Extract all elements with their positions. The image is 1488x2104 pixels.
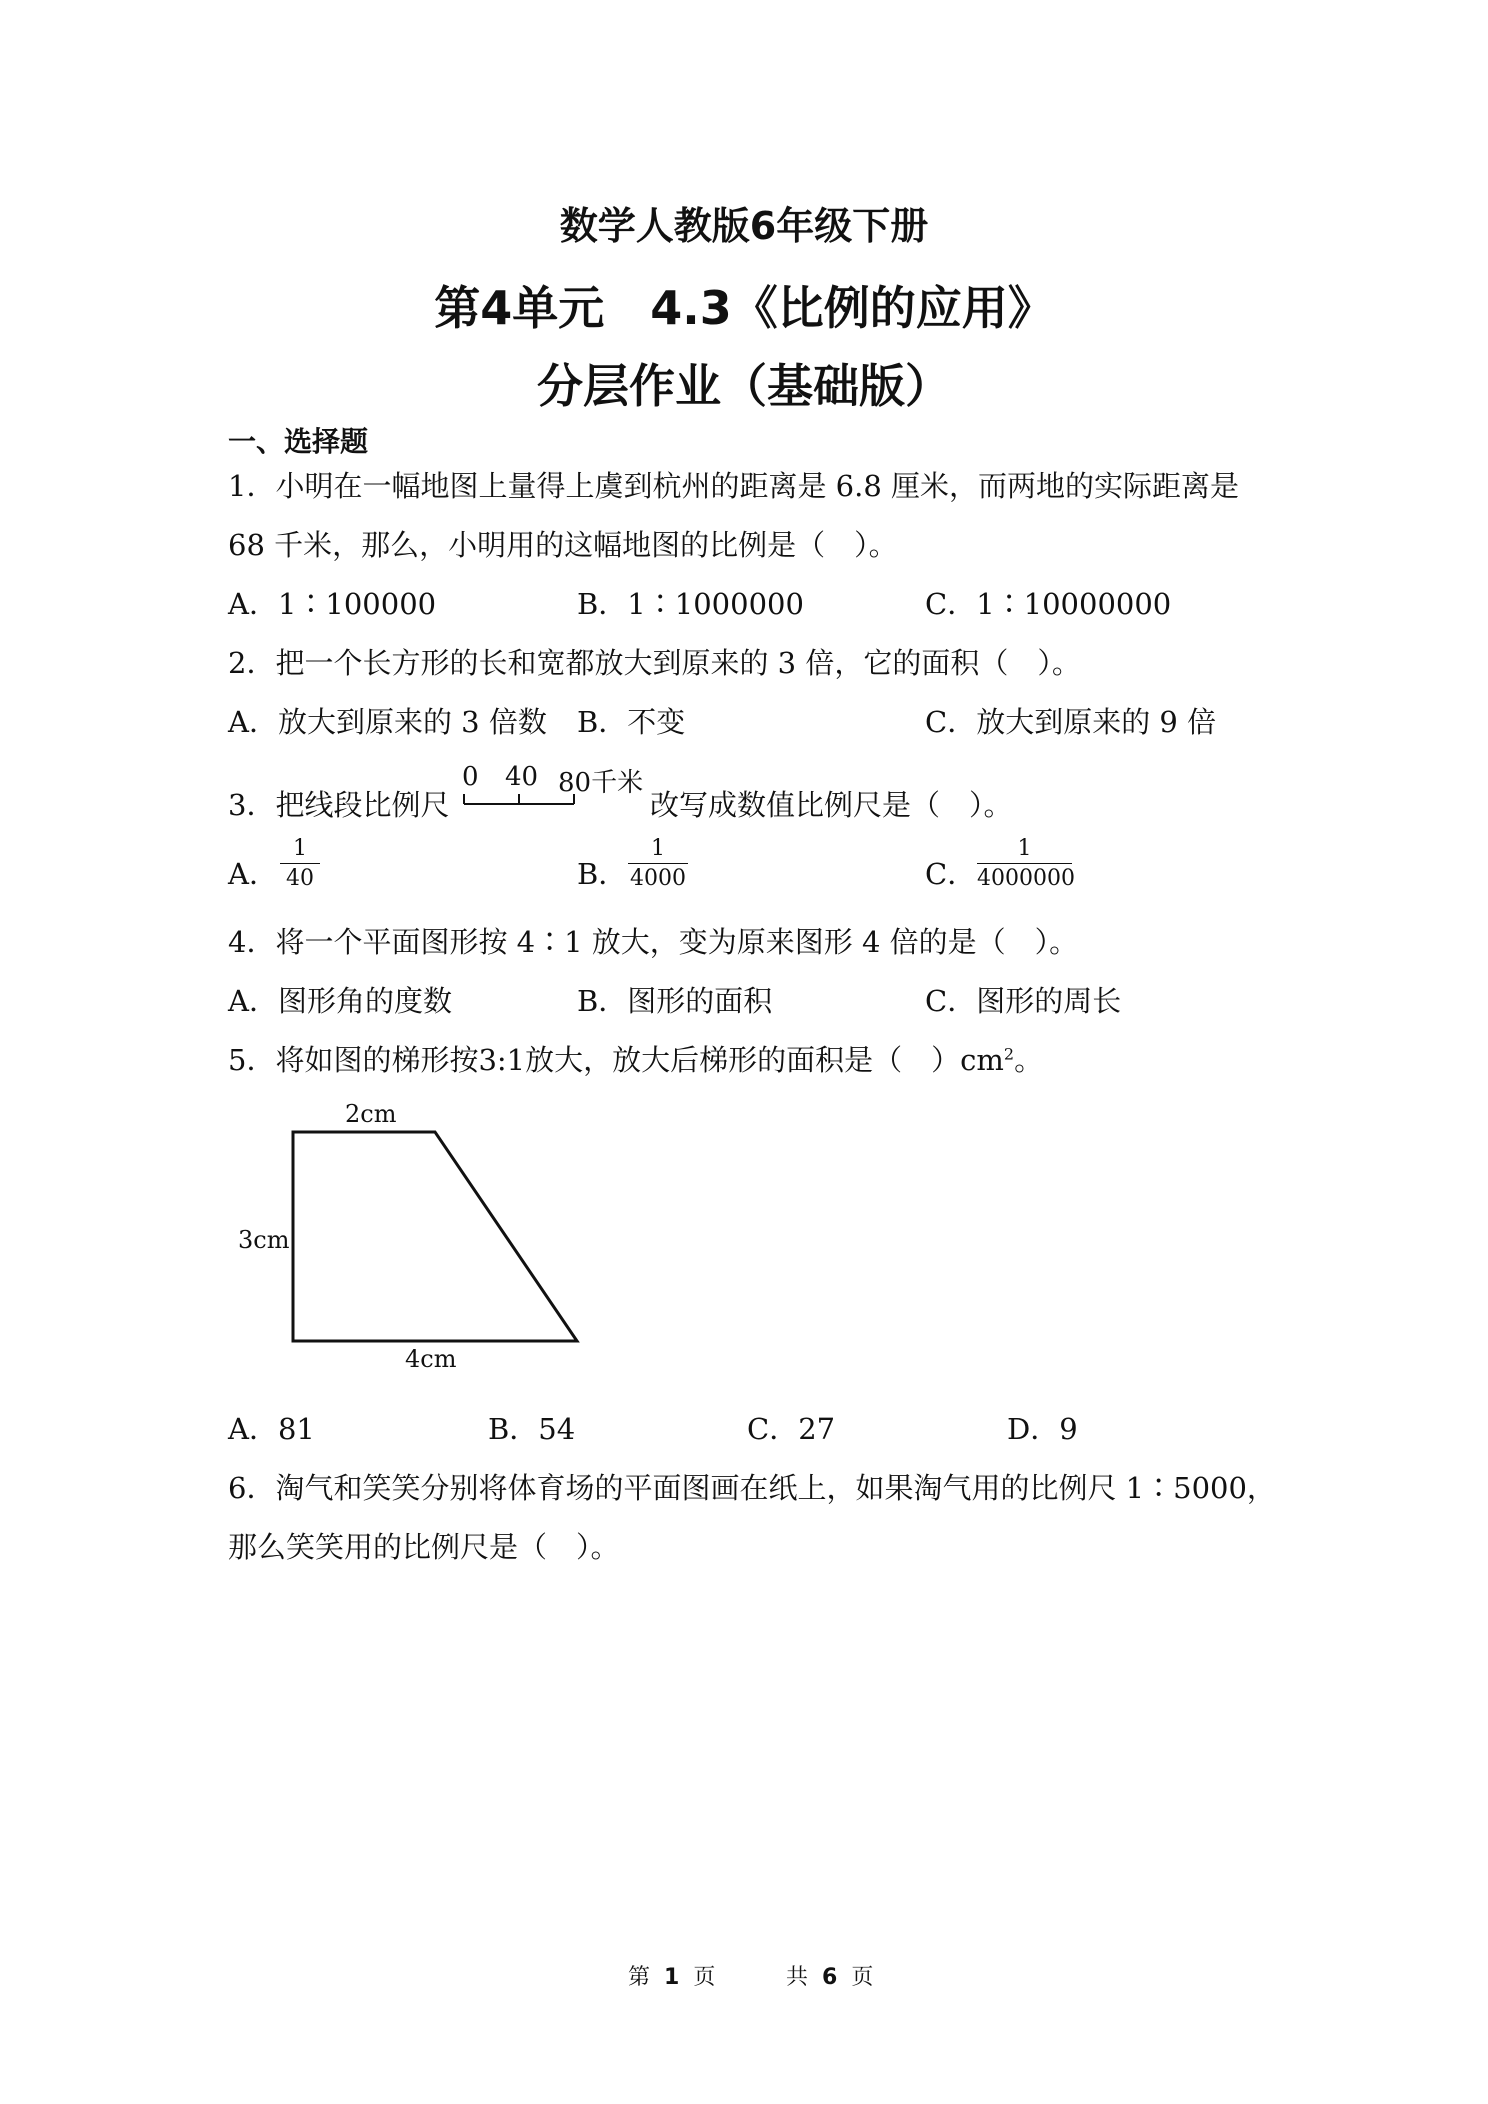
question-1-option-b: B．1∶1000000: [577, 587, 804, 621]
total-suffix: 页: [851, 1965, 874, 1990]
question-3-option-b-fraction: [628, 836, 688, 891]
page-prefix: 第: [628, 1965, 651, 1990]
fraction-numerator: 1: [293, 836, 307, 861]
question-1-option-c: C．1∶10000000: [925, 587, 1172, 621]
homework-title: 分层作业（基础版）: [537, 359, 951, 413]
question-5-option-c: C．27: [747, 1412, 836, 1446]
total-num: 6: [822, 1965, 838, 1990]
fraction-denominator: 4000000: [977, 866, 1075, 891]
question-2-option-a: A．放大到原来的 3 倍数: [228, 705, 547, 739]
trapezoid-height-label: 3cm: [238, 1226, 290, 1254]
question-4-option-a: A．图形角的度数: [228, 984, 452, 1018]
unit-title: 第4单元 4.3《比例的应用》: [434, 281, 1054, 335]
question-1-line-1: 1．小明在一幅地图上量得上虞到杭州的距离是 6.8 厘米，而两地的实际距离是: [228, 469, 1240, 503]
question-4-option-c: C．图形的周长: [925, 984, 1122, 1018]
trapezoid-top-label: 2cm: [345, 1100, 397, 1128]
question-5-option-b: B．54: [488, 1412, 576, 1446]
superscript-2: 2: [1003, 1044, 1015, 1064]
trapezoid-bottom-label: 4cm: [405, 1345, 457, 1373]
total-prefix: 共: [786, 1965, 809, 1990]
question-1-line-2: 68 千米，那么，小明用的这幅地图的比例是（ ）。: [228, 528, 898, 562]
fraction-denominator: 4000: [630, 866, 686, 891]
section-heading: 一、选择题: [228, 425, 369, 458]
question-3-option-c-fraction: [977, 836, 1075, 891]
fraction-denominator: 40: [286, 866, 314, 891]
page-suffix: 页: [693, 1965, 716, 1990]
scale-label-40: 40: [505, 762, 539, 792]
question-6-line-1: 6．淘气和笑笑分别将体育场的平面图画在纸上，如果淘气用的比例尺 1∶5000，: [228, 1471, 1276, 1505]
scale-label-0: 0: [462, 762, 479, 792]
question-5-end: 。: [1014, 1043, 1044, 1077]
question-5-option-a: A．81: [228, 1412, 315, 1446]
doc-title: 数学人教版6年级下册: [559, 204, 929, 248]
fraction-numerator: 1: [651, 836, 665, 861]
question-1-option-a: A．1∶100000: [228, 587, 437, 621]
page-num: 1: [664, 1965, 680, 1990]
question-5-option-d: D．9: [1007, 1412, 1078, 1446]
question-3-prefix: 3．把线段比例尺: [228, 788, 450, 822]
line-scale-bar: [462, 790, 582, 810]
question-3-option-a-letter: A．: [228, 857, 278, 891]
scale-label-80: 80千米: [558, 768, 644, 798]
question-2-option-b: B．不变: [577, 705, 686, 739]
fraction-bar: [628, 863, 688, 864]
question-5-line-1: [228, 1038, 1043, 1079]
question-3-option-a-fraction: [280, 836, 320, 891]
question-4-option-b: B．图形的面积: [577, 984, 773, 1018]
question-3-option-c-letter: C．: [925, 857, 977, 891]
question-2-option-c: C．放大到原来的 9 倍: [925, 705, 1217, 739]
fraction-bar: [977, 863, 1072, 864]
fraction-bar: [280, 863, 320, 864]
question-4-line-1: 4．将一个平面图形按 4∶1 放大，变为原来图形 4 倍的是（ ）。: [228, 925, 1079, 959]
page-total: [786, 1960, 873, 1991]
question-3-suffix: 改写成数值比例尺是（ ）。: [650, 788, 1013, 822]
question-5-text: 5．将如图的梯形按3:1放大，放大后梯形的面积是（ ）cm: [228, 1043, 1004, 1077]
question-3-option-b-letter: B．: [577, 857, 628, 891]
question-2-line-1: 2．把一个长方形的长和宽都放大到原来的 3 倍，它的面积（ ）。: [228, 646, 1081, 680]
fraction-numerator: 1: [1017, 836, 1032, 861]
page-number: [628, 1960, 715, 1991]
question-6-line-2: 那么笑笑用的比例尺是（ ）。: [228, 1530, 620, 1564]
